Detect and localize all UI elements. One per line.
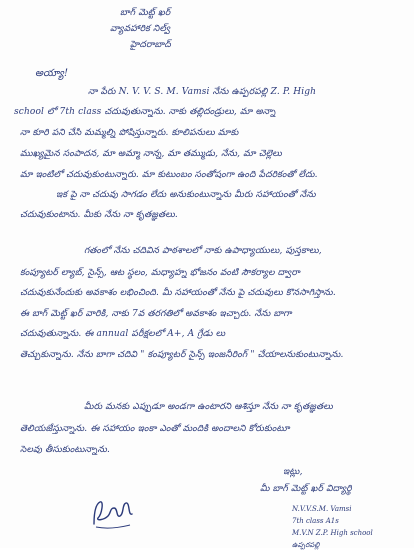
- paragraph3-line-3: సెలవు తీసుకుంటున్నాను.: [20, 445, 111, 455]
- paragraph2-line-3: చదువుకునేందుకు అవకాశం లభించింది. మీ సహాయంతో నేను పై చదువులు కొనసాగిస్తాను.: [20, 288, 336, 298]
- paragraph1-line-1: నా పేరు N. V. V. S. M. Vamsi నేను ఉప్పరపల్లి Z. P. High: [88, 87, 317, 97]
- handwritten-signature: [88, 494, 136, 534]
- paragraph2-line-4: ఈ బాగ్ మెట్ట్ ఖర్ వారికి, నాకు 7వ తరగతిలో అవకాశం ఇచ్చారు. నేను బాగా: [20, 309, 292, 319]
- paragraph1-line-6: ఇక పై నా చదువు సాగడం లేదు అనుకుంటున్నాను మీరు సహాయంతో నేను: [56, 190, 316, 200]
- address-line-2: వ్యావహారిక నిల్వ్: [110, 24, 171, 34]
- student-name: N.V.V.S.M. Vamsi: [292, 505, 352, 513]
- paragraph1-line-2: school లో 7th class చదువుతున్నాను. నాకు తల్లిదండ్రులు, మా అన్నా: [14, 107, 276, 117]
- paragraph3-line-1: మీరు మనకు ఎప్పుడూ అండగా ఉంటారని ఆశిస్తూ నేను నా కృతజ్ఞతలు: [84, 402, 333, 412]
- student-class: 7th class A1s: [292, 517, 339, 525]
- address-line-1: బాగ్ మెట్ట్ ఖర్: [120, 8, 171, 18]
- student-school: M.V.N Z.P. High school: [292, 529, 373, 537]
- student-place: ఉప్పరపల్లి: [292, 541, 320, 549]
- closing: ఇట్లు,: [283, 467, 303, 477]
- paragraph3-line-2: తెలియజేస్తున్నాను. ఈ సహాయం ఇంకా ఎంతో మందికి అందాలని కోరుకుంటూ: [20, 424, 290, 434]
- salutation: అయ్యా!: [35, 68, 69, 79]
- closing-line-2: మీ బాగ్ మెట్ట్ ఖర్ విద్యార్థి: [260, 484, 352, 494]
- signature-block: [292, 503, 373, 551]
- paragraph2-line-1: గతంలో నేను చదివిన పాఠశాలలో నాకు ఉపాధ్యాయులు, పుస్తకాలు,: [84, 246, 322, 256]
- address-line-3: హైదరాబాద్: [130, 40, 171, 50]
- paragraph1-line-4: ముఖ్యమైన సంపాదన, మా అమ్మా నాన్న, మా తమ్ముడు, నేను, మా చెల్లెలు: [20, 149, 282, 159]
- paragraph1-line-5: మా ఇంటిలో చదువుకుంటున్నారు. మా కుటుంబం సంతోషంగా ఉంది పేదరికంతో లేదు.: [20, 170, 318, 180]
- paragraph1-line-3: నా కూరి పని చేసి మమ్మల్ని పోషిస్తున్నారు. కూలిపనులు మాకు: [20, 128, 239, 138]
- paragraph2-line-5: చదువుతున్నాను. ఈ annual పరీక్షలలో A+, A గ్రేడు లు: [20, 329, 226, 339]
- paragraph2-line-2: కంప్యూటర్ ల్యాబ్, సైన్స్, ఆట స్థలం, మధ్యాహ్న భోజనం వంటి సౌకర్యాల ద్వారా: [20, 268, 300, 278]
- paragraph2-line-6: తెచ్చుకున్నాను. నేను బాగా చదివి " కంప్యూటర్ సైన్స్ ఇంజనీరింగ్ " చేయాలనుకుంటున్నాను.: [20, 350, 344, 360]
- paragraph1-line-7: చదువుకుంటాను. మీకు నేను నా కృతజ్ఞతలు.: [20, 210, 178, 220]
